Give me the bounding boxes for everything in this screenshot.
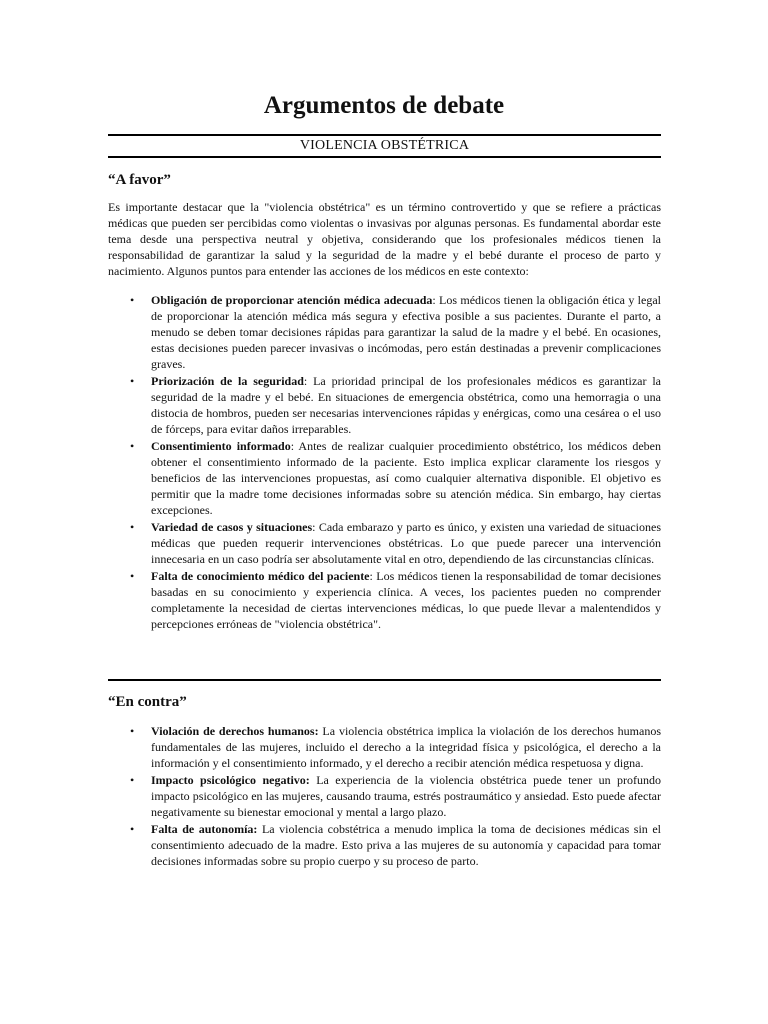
item-text: : Cada embarazo y parto es único, y existen una variedad de situaciones médicas que pueden requerir intervenciones obstétricas. Lo que puede parecer una intervención innecesaria en un caso podría ser absolutamente vital en otro, dependiendo de las circunstancias clínicas. [151, 520, 661, 566]
item-text: : La prioridad principal de los profesionales médicos es garantizar la seguridad de la madre y el bebé. En situaciones de emergencia obstétrica, como una hemorragia o una distocia de hombros, pueden ser necesarias intervenciones rápidas y enérgicas, como una cesárea o el uso de fórceps, para evitar daños irreparables. [151, 374, 661, 436]
item-term: Falta de conocimiento médico del paciente [151, 569, 370, 583]
bullet-icon: • [130, 439, 135, 453]
item-term: Consentimiento informado [151, 439, 291, 453]
bullet-icon: • [130, 724, 135, 738]
list-item [108, 292, 661, 372]
item-term: Variedad de casos y situaciones [151, 520, 313, 534]
subtitle-rule [108, 156, 661, 158]
list-item [108, 438, 661, 518]
item-text: La violencia cobstétrica a menudo implica la toma de decisiones médicas sin el consentimiento adecuado de la madre. Esto priva a las mujeres de su autonomía y capacidad para tomar decisiones informadas sobre su propio cuerpo y su proceso de parto. [151, 822, 661, 868]
bullet-icon: • [130, 520, 135, 534]
item-term: Priorización de la seguridad [151, 374, 304, 388]
list-item [108, 373, 661, 437]
list-item [108, 772, 661, 820]
item-text: La experiencia de la violencia obstétrica puede tener un profundo impacto psicológico en las mujeres, causando trauma, estrés postraumático y ansiedad. Esto puede afectar negativamente su bienestar emocional y mental a largo plazo. [151, 773, 661, 819]
bullet-icon: • [130, 822, 135, 836]
bullet-icon: • [130, 569, 135, 583]
list-item [108, 723, 661, 771]
item-term: Impacto psicológico negativo: [151, 773, 310, 787]
item-text: : Los médicos tienen la obligación ética y legal de proporcionar la atención médica más segura y efectiva posible a sus pacientes. Durante el parto, a menudo se deben tomar decisiones rápidas para garantizar la salud de la madre y el bebé. En ocasiones, estas decisiones pueden parecer invasivas o incómodas, pero están destinadas a prevenir complicaciones graves. [151, 293, 661, 371]
favor-intro-paragraph: Es importante destacar que la "violencia obstétrica" es un término controvertido y que se refiere a prácticas médicas que pueden ser percibidas como violentas o invasivas por algunas personas. Es fundamental abordar este tema desde una perspectiva neutral y objetiva, considerando que los profesionales médicos tienen la responsabilidad de garantizar la salud y la seguridad de la madre y el bebé durante el proceso de parto y nacimiento. Algunos puntos para entender las acciones de los médicos en este contexto: [108, 200, 661, 278]
page-subtitle: VIOLENCIA OBSTÉTRICA [299, 138, 470, 153]
favor-list [108, 292, 661, 633]
item-text: : Los médicos tienen la responsabilidad de tomar decisiones basadas en su conocimiento y experiencia clínica. A veces, los pacientes pueden no comprender completamente la necesidad de ciertas intervenciones médicas, lo que puede llevar a malentendidos y percepciones erróneas de "violencia obstétrica". [151, 569, 661, 631]
item-term: Violación de derechos humanos: [151, 724, 319, 738]
contra-heading: “En contra” [108, 694, 187, 710]
top-rule [108, 134, 661, 136]
favor-heading: “A favor” [108, 172, 171, 188]
contra-list [108, 723, 661, 870]
item-term: Falta de autonomía: [151, 822, 258, 836]
list-item [108, 568, 661, 632]
item-term: Obligación de proporcionar atención médica adecuada [151, 293, 433, 307]
item-text: La violencia obstétrica implica la violación de los derechos humanos fundamentales de las mujeres, incluido el derecho a la integridad física y psicológica, el derecho a la información y el consentimiento informado, y el derecho a recibir atención médica respetuosa y digna. [151, 724, 662, 770]
item-text: : Antes de realizar cualquier procedimiento obstétrico, los médicos deben obtener el consentimiento informado de la paciente. Esto implica explicar claramente los riesgos y beneficios de las intervenciones propuestas, así como cualquier alternativa disponible. El objetivo es permitir que la madre tome decisiones informadas sobre su atención médica. Sin embargo, hay ciertas excepciones. [151, 439, 661, 517]
bullet-icon: • [130, 773, 135, 787]
bullet-icon: • [130, 293, 135, 307]
list-item [108, 821, 661, 869]
list-item [108, 519, 661, 567]
section-divider [108, 679, 661, 681]
bullet-icon: • [130, 374, 135, 388]
page-title: Argumentos de debate [263, 92, 505, 119]
